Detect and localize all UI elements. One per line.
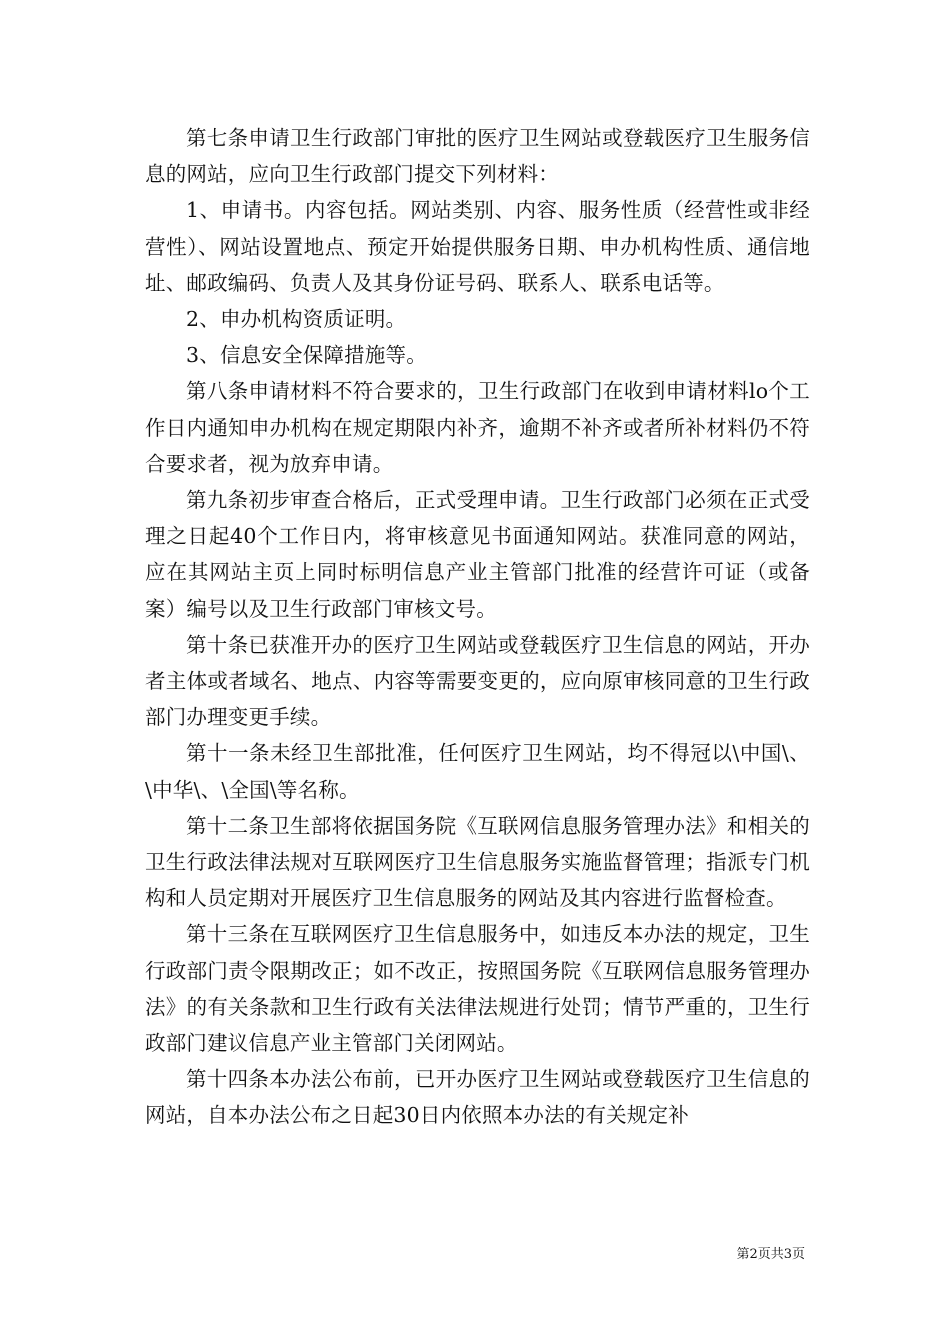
- paragraph-article-14: 第十四条本办法公布前，已开办医疗卫生网站或登载医疗卫生信息的网站，自本办法公布之日起30日内依照本办法的有关规定补: [145, 1067, 810, 1128]
- document-body: [145, 120, 810, 1134]
- paragraph-article-13: 第十三条在互联网医疗卫生信息服务中，如违反本办法的规定，卫生行政部门责令限期改正；如不改正，按照国务院《互联网信息服务管理办法》的有关条款和卫生行政有关法律法规进行处罚；情节严重的，卫生行政部门建议信息产业主管部门关闭网站。: [145, 922, 810, 1056]
- paragraph-article-12: 第十二条卫生部将依据国务院《互联网信息服务管理办法》和相关的卫生行政法律法规对互联网医疗卫生信息服务实施监督管理；指派专门机构和人员定期对开展医疗卫生信息服务的网站及其内容进行监督检查。: [145, 813, 810, 911]
- paragraph-item-2: 2、申办机构资质证明。: [186, 307, 407, 332]
- paragraph-item-1: 1、申请书。内容包括。网站类别、内容、服务性质（经营性或非经营性）、网站设置地点、预定开始提供服务日期、申办机构性质、通信地址、邮政编码、负责人及其身份证号码、联系人、联系电话等。: [145, 198, 810, 295]
- paragraph-article-10: 第十条已获准开办的医疗卫生网站或登载医疗卫生信息的网站，开办者主体或者域名、地点、内容等需要变更的，应向原审核同意的卫生行政部门办理变更手续。: [145, 632, 810, 730]
- paragraph-item-3: 3、信息安全保障措施等。: [186, 343, 427, 368]
- paragraph-article-7: 第七条申请卫生行政部门审批的医疗卫生网站或登载医疗卫生服务信息的网站，应向卫生行政部门提交下列材料：: [145, 126, 810, 187]
- paragraph-article-11: 第十一条未经卫生部批准，任何医疗卫生网站，均不得冠以\中国\、\中华\、\全国\等名称。: [145, 741, 810, 802]
- page-number-footer: 第2页共3页: [736, 1247, 805, 1262]
- paragraph-article-9: 第九条初步审查合格后，正式受理申请。卫生行政部门必须在正式受理之日起40个工作日内，将审核意见书面通知网站。获准同意的网站，应在其网站主页上同时标明信息产业主管部门批准的经营许可证（或备案）编号以及卫生行政部门审核文号。: [145, 488, 810, 621]
- paragraph-article-8: 第八条申请材料不符合要求的，卫生行政部门在收到申请材料lo个工作日内通知申办机构在规定期限内补齐，逾期不补齐或者所补材料仍不符合要求者，视为放弃申请。: [145, 379, 810, 476]
